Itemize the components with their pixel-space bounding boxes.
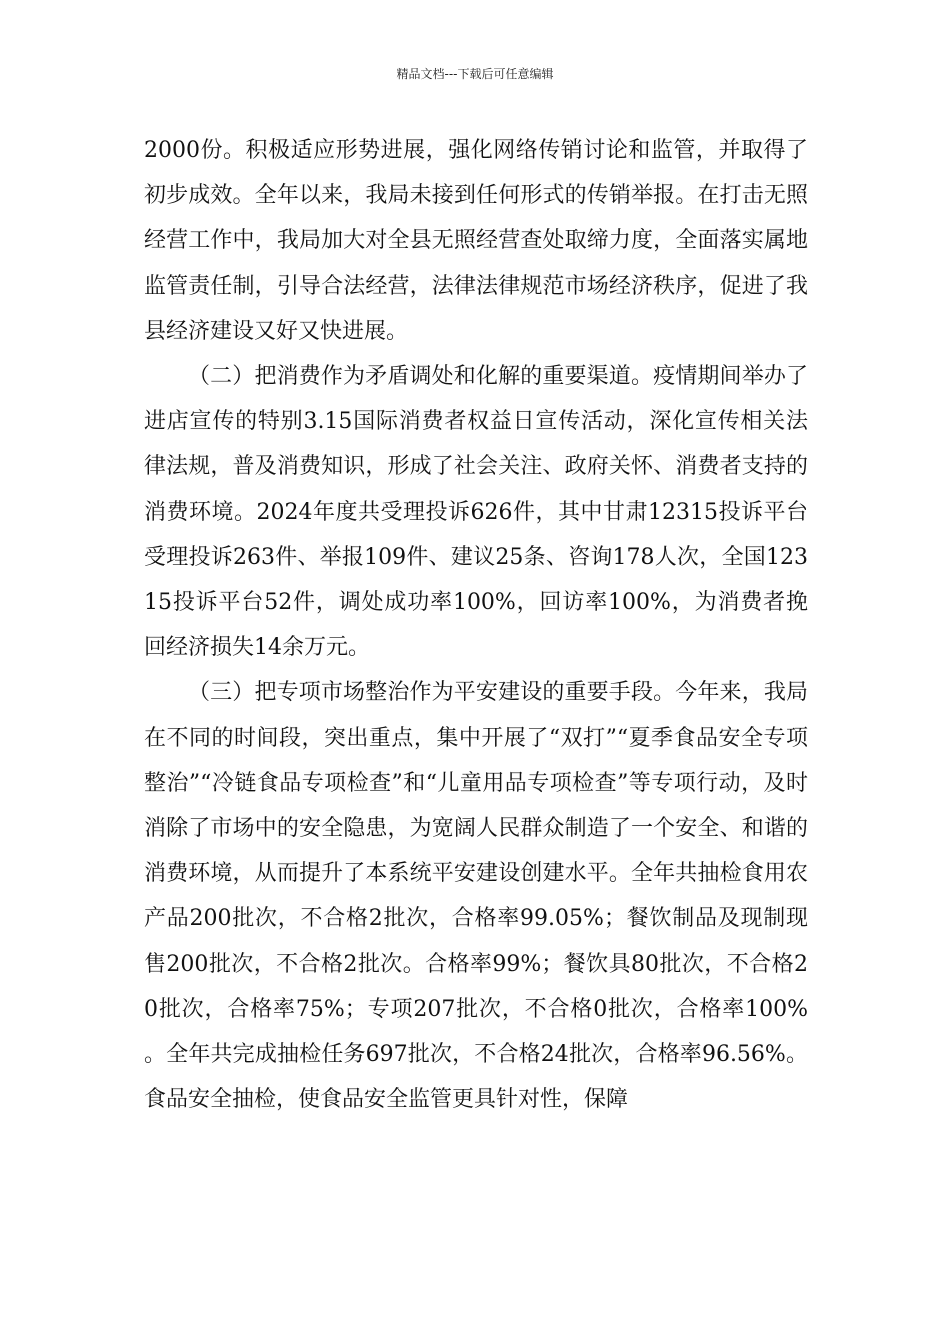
- page-header: 精品文档---下载后可任意编辑: [396, 67, 554, 81]
- paragraph-2: （二）把消费作为矛盾调处和化解的重要渠道。疫情期间举办了进店宣传的特别3.15国际消费者权益日宣传活动，深化宣传相关法律法规，普及消费知识，形成了社会关注、政府关怀、消费者支持的消费环境。2024年度共受理投诉626件，其中甘肃12315投诉平台受理投诉263件、举报109件、建议25条、咨询178人次，全国12315投诉平台52件，调处成功率100%，回访率100%，为消费者挽回经济损失14余万元。: [144, 364, 808, 661]
- paragraph-3: （三）把专项市场整治作为平安建设的重要手段。今年来，我局在不同的时间段，突出重点，集中开展了“双打”“夏季食品安全专项整治”“冷链食品专项检查”和“儿童用品专项检查”等专项行动，及时消除了市场中的安全隐患，为宽阔人民群众制造了一个安全、和谐的消费环境，从而提升了本系统平安建设创建水平。全年共抽检食用农产品200批次，不合格2批次，合格率99.05%；餐饮制品及现制现售200批次，不合格2批次。合格率99%；餐饮具80批次，不合格20批次，合格率75%；专项207批次，不合格0批次，合格率100%。全年共完成抽检任务697批次，不合格24批次，合格率96.56%。食品安全抽检，使食品安全监管更具针对性，保障: [144, 680, 808, 1113]
- paragraph-1: 2000份。积极适应形势进展，强化网络传销讨论和监管，并取得了初步成效。全年以来，我局未接到任何形式的传销举报。在打击无照经营工作中，我局加大对全县无照经营查处取缔力度，全面落实属地监管责任制，引导合法经营，法律法律规范市场经济秩序，促进了我县经济建设又好又快进展。: [144, 138, 808, 344]
- document-body: [144, 128, 808, 1122]
